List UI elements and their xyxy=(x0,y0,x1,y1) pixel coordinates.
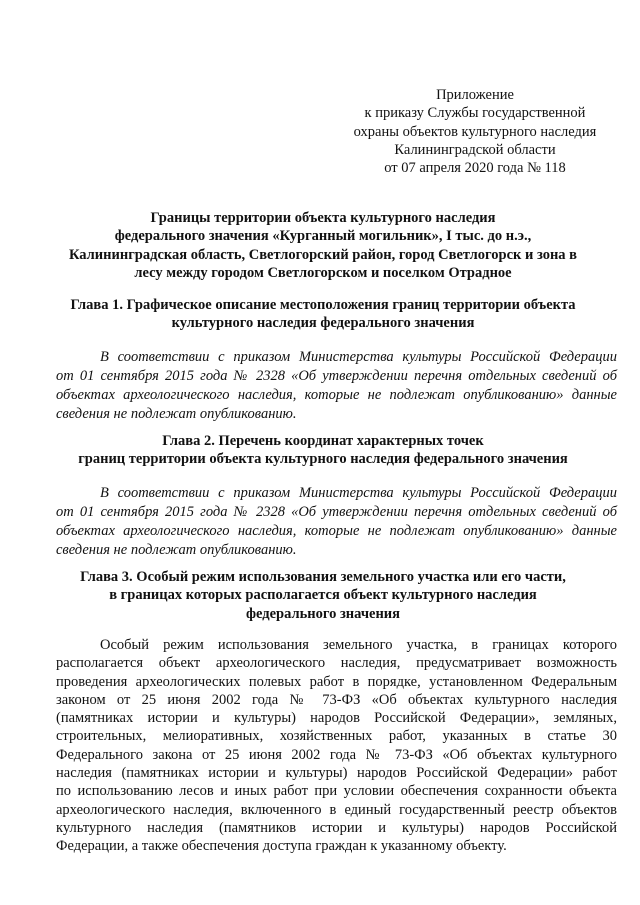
document-title xyxy=(40,209,606,282)
appendix-line: охраны объектов культурного наследия xyxy=(353,123,597,140)
paragraph-line: по использованию лесов и иных работ при условии обеспечения сохранности объекта xyxy=(56,783,617,800)
note-line: от 01 сентября 2015 года № 2328 «Об утверждении перечня отдельных сведений об xyxy=(56,504,617,520)
title-line: Калининградская область, Светлогорский район, город Светлогорск и зона в xyxy=(68,246,578,263)
heading-line: в границах которых располагается объект культурного наследия xyxy=(109,587,537,604)
title-line: федерального значения «Курганный могильник», I тыс. до н.э., xyxy=(114,228,532,245)
heading-line: Глава 1. Графическое описание местоположения границ территории объекта xyxy=(70,297,576,313)
chapter3-heading xyxy=(40,568,606,623)
note-line: объектах археологического наследия, которые не подлежат опубликованию» данные xyxy=(56,523,617,539)
appendix-line: Приложение xyxy=(436,87,514,103)
paragraph-line: располагается объект археологического наследия, предусматривает возможность xyxy=(56,655,617,672)
paragraph-line: наследия (памятниках истории и культуры) народов Российской Федерации» работ xyxy=(56,765,617,782)
heading-line: культурного наследия федерального значения xyxy=(171,315,475,332)
heading-line: Глава 2. Перечень координат характерных точек xyxy=(162,433,484,449)
note-line: объектах археологического наследия, которые не подлежат опубликованию» данные xyxy=(56,387,617,403)
paragraph-line: культурного наследия (памятников истории и культуры) народов Российской xyxy=(56,819,617,836)
paragraph-line: Федерации, а также обеспечения доступа граждан к указанному объекту. xyxy=(56,838,507,855)
note-line: сведения не подлежат опубликованию. xyxy=(56,406,297,422)
chapter2-note xyxy=(56,484,617,560)
paragraph-line: законом от 25 июня 2002 года № 73-ФЗ «Об объектах культурного наследия xyxy=(56,691,617,708)
chapter3-paragraph xyxy=(56,636,617,856)
paragraph-line: строительных, мелиоративных, хозяйственных работ, указанных в статье 30 xyxy=(56,728,617,745)
appendix-line: Калининградской области xyxy=(394,141,556,158)
note-line: сведения не подлежат опубликованию. xyxy=(56,542,297,558)
paragraph-line: Федерального закона от 25 июня 2002 года № 73-ФЗ «Об объектах культурного xyxy=(56,746,617,763)
chapter1-heading xyxy=(40,296,606,333)
paragraph-line: (памятниках истории и культуры) народов Российской Федерации», земляных, xyxy=(56,710,617,727)
heading-line: границ территории объекта культурного наследия федерального значения xyxy=(78,451,568,468)
title-line: лесу между городом Светлогорском и поселком Отрадное xyxy=(134,264,512,281)
appendix-line: к приказу Службы государственной xyxy=(364,105,586,122)
note-line: от 01 сентября 2015 года № 2328 «Об утверждении перечня отдельных сведений об xyxy=(56,368,617,384)
chapter2-heading xyxy=(40,432,606,469)
heading-line: федерального значения xyxy=(245,605,400,622)
paragraph-line: Особый режим использования земельного участка, в границах которого xyxy=(100,637,617,653)
note-line: В соответствии с приказом Министерства культуры Российской Федерации xyxy=(100,349,617,365)
chapter1-note xyxy=(56,348,617,424)
appendix-line: от 07 апреля 2020 года № 118 xyxy=(384,160,566,177)
appendix-header xyxy=(330,86,620,177)
note-line: В соответствии с приказом Министерства культуры Российской Федерации xyxy=(100,485,617,501)
paragraph-line: археологического наследия, включенного в единый государственный реестр объектов xyxy=(56,801,617,818)
title-line: Границы территории объекта культурного наследия xyxy=(150,210,496,226)
heading-line: Глава 3. Особый режим использования земельного участка или его части, xyxy=(80,569,566,585)
paragraph-line: проведения археологических полевых работ в порядке, установленном Федеральным xyxy=(56,673,617,690)
